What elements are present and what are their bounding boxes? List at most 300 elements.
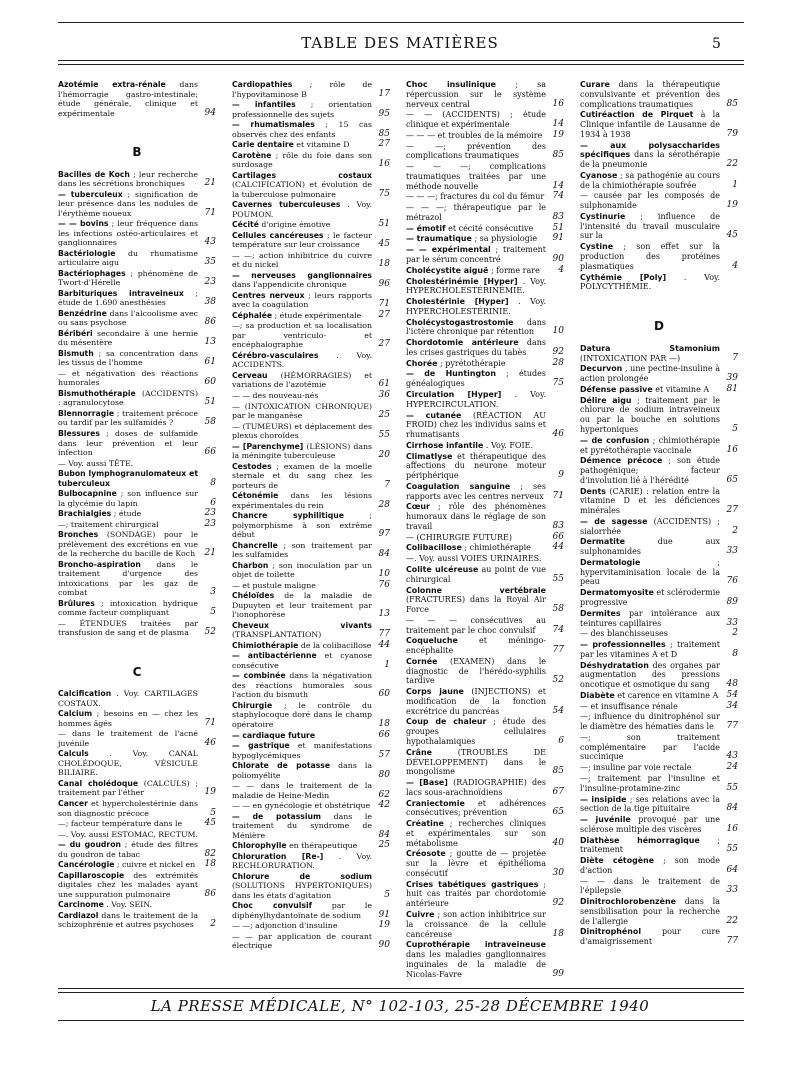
entry-term: Blessures <box>58 428 100 438</box>
index-entry <box>406 110 564 130</box>
index-entry <box>232 80 390 99</box>
index-entry <box>406 390 564 410</box>
entry-page-number: 7 <box>384 479 390 490</box>
index-entry <box>232 151 390 170</box>
entry-description: ; traitement par le sérum concentré <box>406 245 546 265</box>
entry-page-number: 25 <box>378 840 390 851</box>
header-rule-top <box>58 22 744 23</box>
index-entry <box>232 442 390 461</box>
entry-page-number: 76 <box>378 579 390 590</box>
index-entry <box>58 830 216 840</box>
index-entry <box>580 629 738 639</box>
entry-term: Chloruration [Re-] <box>232 851 324 861</box>
index-entry <box>406 266 564 276</box>
index-entry <box>232 402 390 421</box>
entry-page-number: 4 <box>732 260 738 271</box>
entry-page-number: 23 <box>204 277 216 288</box>
entry-term: — du goudron <box>58 840 121 850</box>
entry-page-number: 3 <box>210 587 216 598</box>
entry-description: de la colibacillose <box>300 640 372 650</box>
entry-page-number: 19 <box>378 920 390 931</box>
entry-description: (INJECTIONS) et modification de la fonction excrétrice du pancréas <box>406 687 546 716</box>
index-entry <box>406 245 564 265</box>
index-entry <box>232 321 390 350</box>
entry-term: — combinée <box>232 671 286 681</box>
index-entry <box>406 533 564 543</box>
entry-term: Cestodes <box>232 461 272 471</box>
entry-page-number: 83 <box>552 520 564 531</box>
index-entry <box>58 429 216 458</box>
entry-term: Dermatomyosite <box>580 588 654 598</box>
entry-page-number: 60 <box>204 377 216 388</box>
entry-term: Craniectomie <box>406 798 465 808</box>
entry-page-number: 74 <box>552 624 564 635</box>
entry-description: dans la thérapeutique convulsivante et prévention des complications traumatiques <box>580 80 721 109</box>
index-entry <box>58 619 216 638</box>
entry-description: secondaire à une hernie du mésentère <box>58 328 198 348</box>
entry-page-number: 84 <box>378 829 390 840</box>
entry-term: Bulbocapnine <box>58 489 117 499</box>
entry-page-number: 43 <box>726 751 738 762</box>
entry-description: ; phénomène de Twort-d'Hérelle <box>58 268 198 288</box>
entry-description: et manifestations hypoglycémiques <box>232 741 372 760</box>
entry-term: Curare <box>580 80 610 89</box>
entry-description: — — —; thérapeutique par le métrazol <box>406 203 546 222</box>
index-entry <box>580 661 738 690</box>
entry-term: Crâne <box>406 747 432 757</box>
index-entry <box>406 910 564 939</box>
entry-page-number: 77 <box>726 721 738 732</box>
entry-page-number: 55 <box>552 573 564 584</box>
entry-term: Decurvon <box>580 364 623 374</box>
index-entry <box>580 456 738 485</box>
entry-page-number: 74 <box>552 191 564 202</box>
entry-description: dans l'hémorragie gastro-intestinale; étude générale, clinique et expérimentale <box>58 80 198 118</box>
entry-description: ; sa pathogénie au cours de la chimiothérapie soufrée <box>580 170 721 190</box>
index-entry <box>406 297 564 317</box>
entry-description: —; influence du dinitrophénol sur le diamètre des hématies dans le <box>580 712 720 732</box>
entry-term: — — bovins <box>58 219 109 229</box>
entry-term: Bubon lymphogranulomateux et tuberculeux <box>58 469 198 488</box>
entry-term: — infantiles <box>232 100 296 110</box>
entry-description: . Voy. RECHLORURATION. <box>232 851 372 871</box>
entry-term: Dermatologie <box>580 557 641 567</box>
entry-description: ; son inoculation par un objet de toilette <box>232 560 373 580</box>
index-entry <box>232 581 390 591</box>
entry-term: — — expérimental <box>406 245 491 255</box>
index-entry <box>580 517 738 537</box>
index-entry <box>406 543 564 553</box>
entry-description: (FRACTURES) dans la Royal Air Force <box>406 595 546 615</box>
entry-term: Créosote <box>406 849 446 859</box>
index-entry <box>406 142 564 162</box>
index-entry <box>580 877 738 897</box>
entry-page-number: 22 <box>726 159 738 170</box>
entry-description: —; son traitement complémentaire par l'acide succinique <box>580 732 720 762</box>
entry-page-number: 10 <box>378 569 390 580</box>
entry-page-number: 82 <box>204 848 216 859</box>
index-entry <box>232 781 390 800</box>
entry-term: Chancre syphilitique <box>232 511 344 521</box>
entry-page-number: 85 <box>552 766 564 777</box>
entry-term: — [Base] <box>406 778 448 788</box>
index-entry <box>580 80 738 109</box>
entry-page-number: 19 <box>552 129 564 140</box>
entry-description: —; traitement par l'insuline et l'insuline-protamine-zinc <box>580 774 720 793</box>
page-title: TABLE DES MATIÈRES <box>301 34 499 52</box>
entry-description: dans la sérothérapie de la pneumonie <box>580 150 721 170</box>
entry-description: (ACCIDENTS) : agranulocytose <box>58 388 198 408</box>
entry-term: — insipide <box>580 794 627 804</box>
entry-term: Cheveux vivants <box>232 620 372 630</box>
index-entry <box>580 396 738 435</box>
entry-description: ; 15 cas observés chez des enfants <box>232 120 372 139</box>
index-entry <box>580 110 738 139</box>
entry-term: Cuprothérapie intraveineuse <box>406 940 546 950</box>
entry-term: Chirurgie <box>232 700 273 710</box>
entry-page-number: 84 <box>726 803 738 814</box>
entry-page-number: 66 <box>378 729 390 740</box>
page-number: 5 <box>712 36 721 52</box>
index-entry <box>580 364 738 384</box>
index-entry <box>58 249 216 268</box>
entry-term: Cérébro-vasculaires <box>232 350 319 360</box>
entry-term: Dinitrophénol <box>580 927 642 937</box>
entry-page-number: 18 <box>204 859 216 870</box>
entry-description: des organes par augmentation des pressions oncotique et osmotique du sang <box>580 660 720 690</box>
entry-page-number: 21 <box>204 178 216 189</box>
entry-description: ; polymorphisme à son extrême début <box>232 511 373 540</box>
entry-term: Cétonémie <box>232 491 279 501</box>
entry-term: Cornée <box>406 656 438 666</box>
entry-description: ; chimiothérapie et pyrétothérapie vaccinale <box>580 435 721 455</box>
entry-page-number: 64 <box>726 864 738 875</box>
index-entry <box>58 799 216 818</box>
entry-term: Calcium <box>58 709 93 719</box>
entry-term: — nerveuses ganglionnaires <box>232 270 372 280</box>
index-entry <box>406 318 564 338</box>
entry-term: Brûlures <box>58 598 95 608</box>
entry-description: (TRANSPLANTATION) <box>232 630 322 640</box>
entry-page-number: 91 <box>552 233 564 244</box>
index-entry <box>406 880 564 909</box>
entry-description: — — —; complications traumatiques traitées par une méthode nouvelle <box>406 162 546 191</box>
entry-term: Cellules cancéreuses <box>232 230 324 240</box>
entry-page-number: 71 <box>204 717 216 728</box>
index-entry <box>58 509 216 519</box>
index-entry <box>580 733 738 762</box>
entry-page-number: 33 <box>726 885 738 896</box>
entry-page-number: 99 <box>552 968 564 979</box>
entry-page-number: 34 <box>726 700 738 711</box>
entry-page-number: 92 <box>552 346 564 357</box>
entry-term: Bactériologie <box>58 248 116 258</box>
entry-description: (LÉSIONS) dans la méningite tuberculeuse <box>232 441 372 461</box>
entry-description: dans le traitement de la schizophrénie et autres psychoses <box>58 910 198 930</box>
entry-page-number: 19 <box>726 200 738 211</box>
index-entry <box>580 385 738 395</box>
entry-description: ; son effet sur la production des protéines plasmatiques <box>580 242 721 271</box>
entry-page-number: 71 <box>204 207 216 218</box>
entry-page-number: 96 <box>378 279 390 290</box>
index-entry <box>232 872 390 901</box>
index-entry <box>580 763 738 773</box>
entry-description: . Voy. CANAL CHOLÉDOQUE, VÉSICULE BILIAIRE. <box>58 749 198 778</box>
entry-description: ; étude <box>113 509 142 519</box>
entry-description: ; hypervitaminisation locale de la peau <box>580 557 720 587</box>
entry-description: ; huit cas traités par chordotomie antérieure <box>406 879 546 909</box>
entry-term: Colibacillose <box>406 543 462 553</box>
entry-page-number: 36 <box>378 389 390 400</box>
index-entry <box>406 441 564 451</box>
entry-description: et adhérences consécutives; prévention <box>406 798 546 818</box>
index-entry <box>580 795 738 815</box>
entry-description: ; sa physiologie <box>474 234 538 244</box>
entry-page-number: 43 <box>204 237 216 248</box>
index-entry <box>232 462 390 491</box>
index-entry <box>58 560 216 598</box>
entry-description: — —; adjonction d'insuline <box>232 921 338 931</box>
entry-page-number: 65 <box>726 474 738 485</box>
entry-description: ; traitement par le chlorure de sodium intraveineux ou par la bouche en solutions hypertoniques <box>580 395 720 434</box>
entry-page-number: 61 <box>204 357 216 368</box>
entry-page-number: 75 <box>378 188 390 199</box>
index-entry <box>58 871 216 900</box>
entry-term: — traumatique <box>406 234 472 244</box>
entry-description: ; son action inhibitrice sur la croissance de la cellule cancéreuse <box>406 910 546 939</box>
index-entry <box>406 748 564 777</box>
entry-page-number: 97 <box>378 529 390 540</box>
entry-term: Calculs <box>58 749 89 759</box>
entry-page-number: 27 <box>726 505 738 516</box>
entry-term: Bismuthothérapie <box>58 388 136 398</box>
index-entry <box>580 640 738 660</box>
entry-term: Cholestérinémie [Hyper] <box>406 276 518 286</box>
index-entry <box>406 940 564 979</box>
entry-term: Créatine <box>406 819 444 829</box>
entry-description: (EXAMEN) dans le diagnostic de l'hérédo-syphilis tardive <box>406 656 546 686</box>
entry-term: Cutiréaction de Pirquet <box>580 110 694 120</box>
entry-term: Bronches <box>58 530 99 540</box>
entry-term: Chordotomie antérieure <box>406 338 519 348</box>
entry-page-number: 51 <box>378 219 390 230</box>
entry-page-number: 45 <box>726 230 738 241</box>
entry-description: dans la négativation des réactions humorales sous l'action du bismuth <box>232 671 372 700</box>
index-entry <box>406 203 564 223</box>
index-entry <box>406 131 564 141</box>
entry-term: Cuivre <box>406 910 435 920</box>
entry-description: — — dans le traitement de l'épilepsie <box>580 876 720 896</box>
index-entry <box>58 530 216 559</box>
entry-description: ; étude de 1.690 anesthésies <box>58 288 199 308</box>
entry-page-number: 4 <box>558 264 564 275</box>
entry-description: — causée par les composés de sulphonamide <box>580 191 720 211</box>
entry-description: ; orientation professionnelle des sujets <box>232 100 372 119</box>
entry-description: — — (ACCIDENTS) ; étude clinique et expérimentale <box>406 110 546 130</box>
entry-page-number: 76 <box>726 576 738 587</box>
index-entry <box>580 212 738 241</box>
index-entry <box>406 565 564 585</box>
entry-description: — — par application de courant électrique <box>232 931 372 951</box>
entry-page-number: 71 <box>552 490 564 501</box>
index-entry <box>58 520 216 530</box>
entry-description: (RÉACTION AU FROID) chez les individus sains et rhumatisants <box>406 410 546 440</box>
entry-page-number: 33 <box>726 617 738 628</box>
entry-term: Broncho-aspiration <box>58 559 141 569</box>
index-entry <box>406 80 564 109</box>
index-entry <box>232 561 390 580</box>
entry-description: . Voy. HYPERCHOLESTÉRINÉMIE. <box>406 276 547 296</box>
entry-term: Benzédrine <box>58 308 107 318</box>
entry-description: des extrémités digitales chez les malades ayant une suppuration pulmonaire <box>58 870 198 899</box>
entry-page-number: 86 <box>204 888 216 899</box>
entry-description: et carence en vitamine A <box>617 690 719 700</box>
entry-page-number: 54 <box>552 705 564 716</box>
entry-description: ; sa répercussion sur le système nerveux central <box>406 80 546 109</box>
index-entry <box>580 588 738 608</box>
footer-rule-top <box>58 988 744 993</box>
index-entry <box>406 687 564 716</box>
entry-description: à la Clinique infantile de Lausanne de 1934 à 1938 <box>580 110 720 139</box>
entry-page-number: 57 <box>378 749 390 760</box>
entry-term: Chorée <box>406 358 438 368</box>
entry-page-number: 14 <box>552 119 564 130</box>
entry-page-number: 10 <box>552 326 564 337</box>
entry-description: ; leurs rapports avec la coagulation <box>232 290 372 310</box>
entry-description: ; pyrétothérapie <box>439 358 506 368</box>
index-entry <box>58 469 216 488</box>
entry-term: Bacilles de Koch <box>58 169 130 179</box>
entry-page-number: 2 <box>210 919 216 930</box>
entry-page-number: 45 <box>204 818 216 829</box>
entry-page-number: 65 <box>552 807 564 818</box>
entry-page-number: 16 <box>726 823 738 834</box>
entry-term: Diabète <box>580 690 615 700</box>
index-entry <box>232 591 390 620</box>
entry-term: Bismuth <box>58 348 94 358</box>
entry-description: dans l'appendicite chronique <box>232 280 347 290</box>
index-entry <box>406 359 564 369</box>
index-entry <box>406 586 564 615</box>
entry-description: — et pustule maligne <box>232 580 316 590</box>
entry-term: Cystine <box>580 242 614 252</box>
entry-page-number: 89 <box>726 596 738 607</box>
entry-description: dans la sensibilisation pour la recherche de l'allergie <box>580 897 720 926</box>
entry-description: au point de vue chirurgical <box>406 564 546 584</box>
entry-description: ; influence de l'intensité du travail musculaire sur la <box>580 211 720 241</box>
entry-description: dans le traitement d'urgence des intoxications par les gaz de combat <box>58 559 198 598</box>
entry-page-number: 86 <box>204 317 216 328</box>
entry-page-number: 42 <box>378 800 390 811</box>
entry-term: Choc convulsif <box>232 901 312 911</box>
index-entry <box>580 436 738 456</box>
entry-description: ; sa concentration dans les tissus de l'homme <box>58 348 198 368</box>
entry-term: Blennorragie <box>58 408 115 418</box>
entry-description: —; sa production et sa localisation par ventriculo- et encéphalographie <box>232 321 372 350</box>
index-entry <box>406 636 564 656</box>
entry-term: Chlorure de sodium <box>232 871 372 881</box>
section-letter: D <box>654 319 664 334</box>
entry-term: Coup de chaleur <box>406 717 487 727</box>
entry-description: . Voy. CARTILAGES COSTAUX. <box>58 689 198 708</box>
entry-description: (CALCULS) ; traitement par l'éther <box>58 778 198 798</box>
entry-page-number: 83 <box>552 211 564 222</box>
entry-page-number: 18 <box>552 928 564 939</box>
entry-term: Carotène <box>232 150 272 160</box>
index-entry <box>406 778 564 798</box>
entry-page-number: 52 <box>552 675 564 686</box>
entry-description: —; insuline par voie rectale <box>580 763 692 773</box>
entry-description: ; le facteur température sur leur croissance <box>232 230 373 250</box>
entry-term: Cancérologie <box>58 860 115 870</box>
entry-term: Canal cholédoque <box>58 778 139 788</box>
entry-page-number: 92 <box>552 898 564 909</box>
entry-page-number: 23 <box>204 508 216 519</box>
entry-description: ; signification de leur présence dans les nodules de l'érythème noueux <box>58 189 198 218</box>
entry-term: Centres nerveux <box>232 290 305 300</box>
entry-page-number: 51 <box>552 222 564 233</box>
entry-page-number: 16 <box>378 159 390 170</box>
entry-description: (TROUBLES DE DÉVELOPPEMENT) dans le mongolisme <box>406 747 546 777</box>
entry-page-number: 2 <box>732 525 738 536</box>
entry-description: ; cuivre et nickel en <box>116 860 196 870</box>
index-entry <box>580 702 738 712</box>
entry-description: pour cure d'amaigrissement <box>580 927 720 947</box>
index-entry <box>580 815 738 835</box>
entry-page-number: 14 <box>552 180 564 191</box>
entry-term: — rhumatismales <box>232 120 315 130</box>
entry-description: ; le contrôle du staphylocoque doré dans le champ opératoire <box>232 700 372 729</box>
entry-page-number: 55 <box>726 782 738 793</box>
entry-page-number: 18 <box>378 719 390 729</box>
index-entry <box>580 609 738 629</box>
index-column-2 <box>232 80 390 952</box>
index-entry <box>406 369 564 389</box>
entry-term: Cancer <box>58 799 88 808</box>
index-entry <box>580 856 738 876</box>
entry-description: (ACCIDENTS) ; sialorrhée <box>580 516 720 536</box>
entry-term: Cerveau <box>232 370 268 380</box>
entry-description: ; étude des filtres du goudron de tabac <box>58 840 198 859</box>
entry-term: Dermites <box>580 608 621 618</box>
index-entry <box>232 921 390 931</box>
entry-description: dans l'alcoolisme avec ou sans psychose <box>58 308 198 328</box>
entry-page-number: 52 <box>204 627 216 638</box>
entry-description: — — dans le traitement de la maladie de Heine-Medin <box>232 781 372 800</box>
entry-term: Barbituriques intraveineux <box>58 288 184 298</box>
entry-term: — cutanée <box>406 410 462 420</box>
entry-page-number: 2 <box>732 628 738 639</box>
entry-page-number: 17 <box>378 88 390 99</box>
entry-term: Corps jaune <box>406 687 464 697</box>
index-entry <box>232 621 390 640</box>
entry-description: dans les lésions expérimentales du rein <box>232 491 372 510</box>
entry-term: Coagulation sanguine <box>406 481 511 491</box>
entry-description: — et négativation des réactions humorales <box>58 368 198 388</box>
index-entry <box>58 840 216 859</box>
index-entry <box>58 289 216 308</box>
entry-description: dans la poliomyélite <box>232 761 372 780</box>
entry-description: ; examen de la moelle sternale et du sang chez les porteurs de <box>232 461 373 490</box>
entry-page-number: 45 <box>378 239 390 250</box>
entry-term: Capillaroscopie <box>58 870 125 880</box>
entry-page-number: 33 <box>726 546 738 557</box>
entry-description: ; étude des groupes cellulaires hypothalamiques <box>406 717 547 746</box>
entry-description: ; traitement par les vitamines A et D <box>580 640 720 659</box>
entry-term: — de potassium <box>232 811 321 821</box>
index-entry <box>406 411 564 440</box>
entry-page-number: 24 <box>726 762 738 773</box>
